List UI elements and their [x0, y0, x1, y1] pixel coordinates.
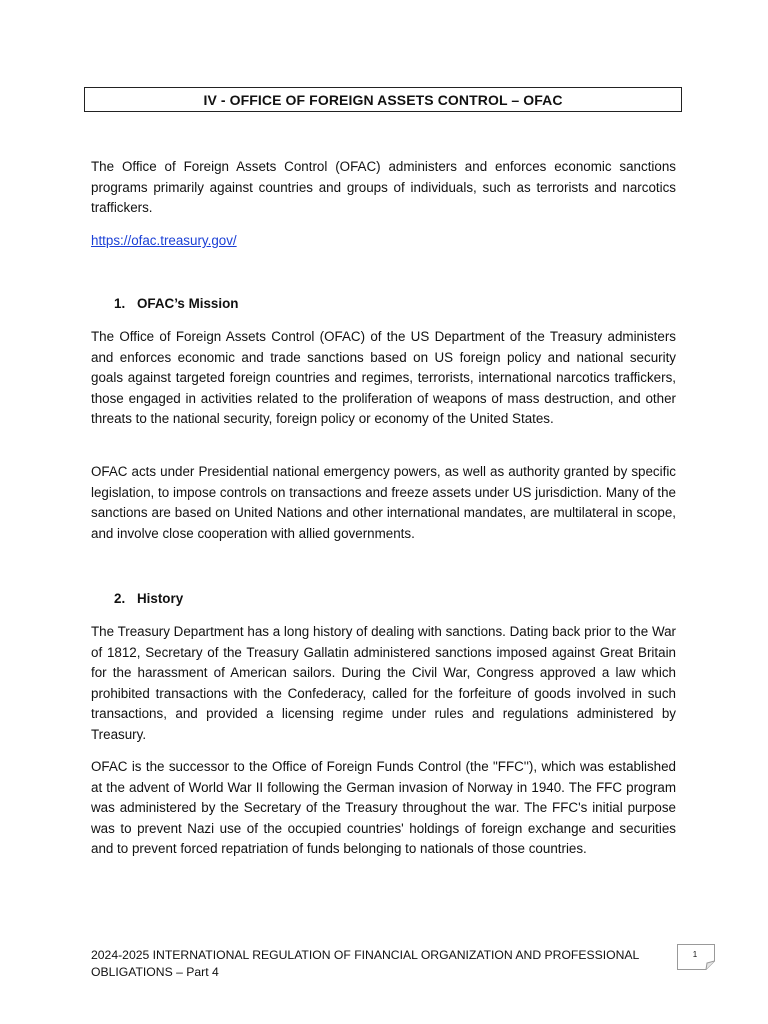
mission-paragraph-1: The Office of Foreign Assets Control (OFAC) of the US Department of the Treasury administers and enforces economic and trade sanctions based on US foreign policy and national security goals against targeted foreign countries and regimes, terrorists, international narcotics traffickers, those engaged in activities related to the proliferation of weapons of mass destruction, and other threats to the national security, foreign policy or economy of the United States. — [91, 329, 676, 426]
section-number: 2. — [114, 591, 126, 606]
history-paragraph-1: The Treasury Department has a long history of dealing with sanctions. Dating back prior to the War of 1812, Secretary of the Treasury Gallatin administered sanctions imposed against Great Britain for the harassment of American sailors. During the Civil War, Congress approved a law which prohibited transactions with the Confederacy, called for the forfeiture of goods involved in such transactions, and provided a licensing regime under rules and regulations administered by Treasury. — [91, 624, 676, 742]
page-footer — [91, 947, 651, 980]
footer-line-2: OBLIGATIONS – Part 4 — [91, 964, 219, 979]
page-number-box — [677, 944, 715, 970]
section-title: History — [137, 591, 184, 606]
section-heading-history — [114, 589, 183, 609]
section-heading-mission — [114, 294, 238, 314]
ofac-website-link[interactable]: https://ofac.treasury.gov/ — [91, 233, 237, 248]
page-number: 1 — [692, 950, 698, 959]
intro-paragraph: The Office of Foreign Assets Control (OFAC) administers and enforces economic sanctions programs primarily against countries and groups of individuals, such as terrorists and narcotics traffickers. — [91, 159, 676, 215]
mission-paragraph-2: OFAC acts under Presidential national emergency powers, as well as authority granted by specific legislation, to impose controls on transactions and freeze assets under US jurisdiction. Many of the sanctions are based on United Nations and other international mandates, are multilateral in scope, and involve close cooperation with allied governments. — [91, 464, 676, 541]
section-title: OFAC’s Mission — [137, 296, 239, 311]
footer-line-1: 2024-2025 INTERNATIONAL REGULATION OF FINANCIAL ORGANIZATION AND PROFESSIONAL — [91, 948, 640, 962]
page-title: IV - OFFICE OF FOREIGN ASSETS CONTROL – OFAC — [84, 87, 682, 112]
section-number: 1. — [114, 296, 126, 311]
history-paragraph-2: OFAC is the successor to the Office of Foreign Funds Control (the "FFC''), which was established at the advent of World War II following the German invasion of Norway in 1940. The FFC program was administered by the Secretary of the Treasury throughout the war. The FFC's initial purpose was to prevent Nazi use of the occupied countries' holdings of foreign exchange and securities and to prevent forced repatriation of funds belonging to nationals of those countries. — [91, 759, 676, 856]
